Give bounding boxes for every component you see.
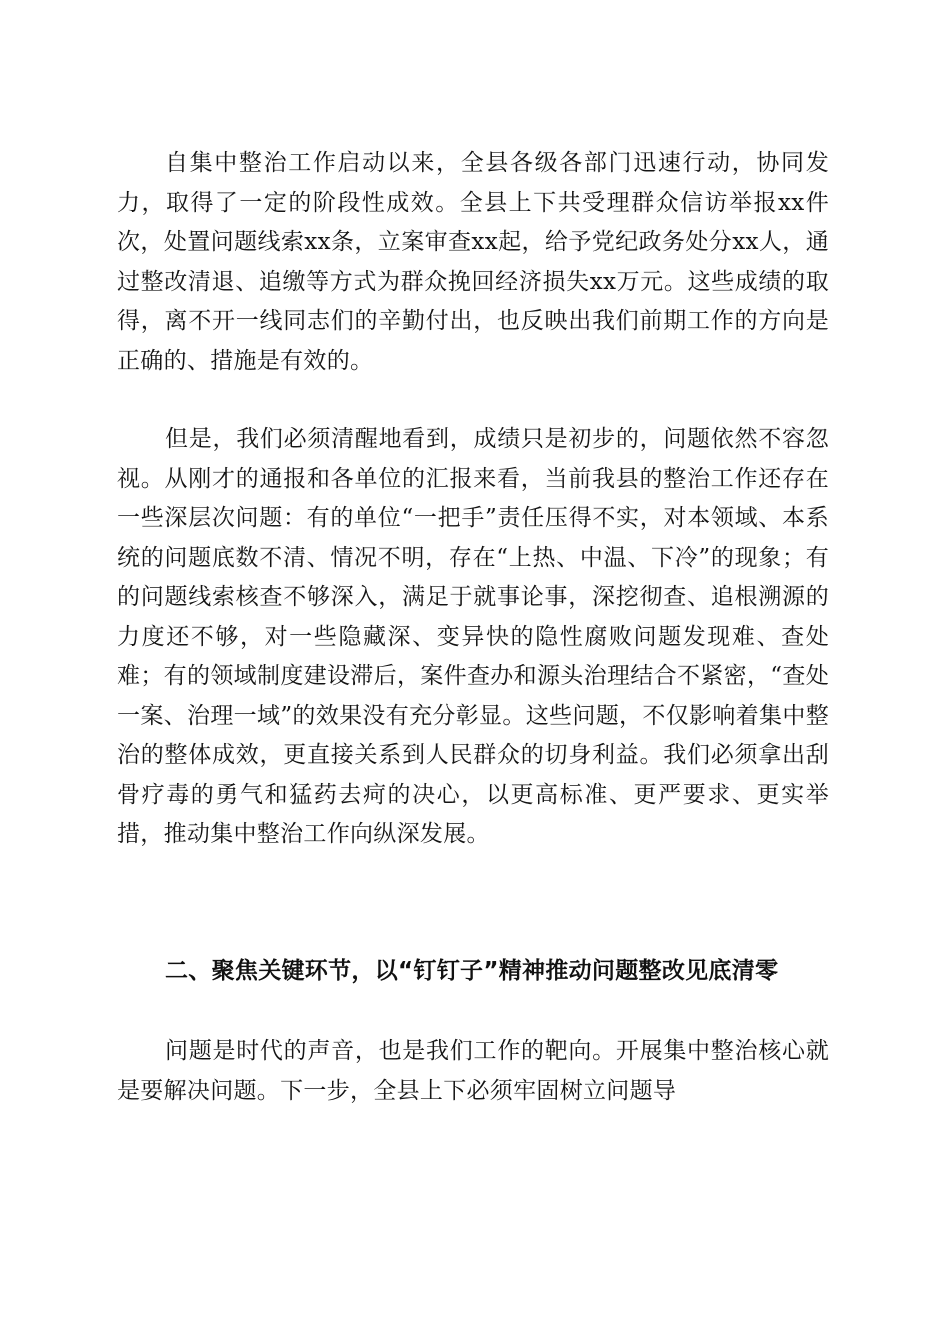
paragraph-problems: 但是，我们必须清醒地看到，成绩只是初步的，问题依然不容忽视。从刚才的通报和各单位的汇报来看，当前我县的整治工作还存在一些深层次问题：有的单位“一把手”责任压得不实，对本领域、本系统的问题底数不清、情况不明，存在“上热、中温、下冷”的现象；有的问题线索核查不够深入，满足于就事论事，深挖彻查、追根溯源的力度还不够，对一些隐藏深、变异快的隐性腐败问题发现难、查处难；有的领域制度建设滞后，案件查办和源头治理结合不紧密，“查处一案、治理一域”的效果没有充分彰显。这些问题，不仅影响着集中整治的整体成效，更直接关系到人民群众的切身利益。我们必须拿出刮骨疗毒的勇气和猛药去疴的决心，以更高标准、更严要求、更实举措，推动集中整治工作向纵深发展。 [117, 426, 829, 847]
paragraph-achievements: 自集中整治工作启动以来，全县各级各部门迅速行动，协同发力，取得了一定的阶段性成效。全县上下共受理群众信访举报xx件次，处置问题线索xx条，立案审查xx起，给予党纪政务处分xx人，通过整改清退、追缴等方式为群众挽回经济损失xx万元。这些成绩的取得，离不开一线同志们的辛勤付出，也反映出我们前期工作的方向是正确的、措施是有效的。 [117, 150, 829, 374]
section-heading-2: 二、聚焦关键环节，以“钉钉子”精神推动问题整改见底清零 [165, 958, 779, 984]
paragraph-problem-orientation: 问题是时代的声音，也是我们工作的靶向。开展集中整治核心就是要解决问题。下一步，全县上下必须牢固树立问题导 [117, 1038, 829, 1104]
